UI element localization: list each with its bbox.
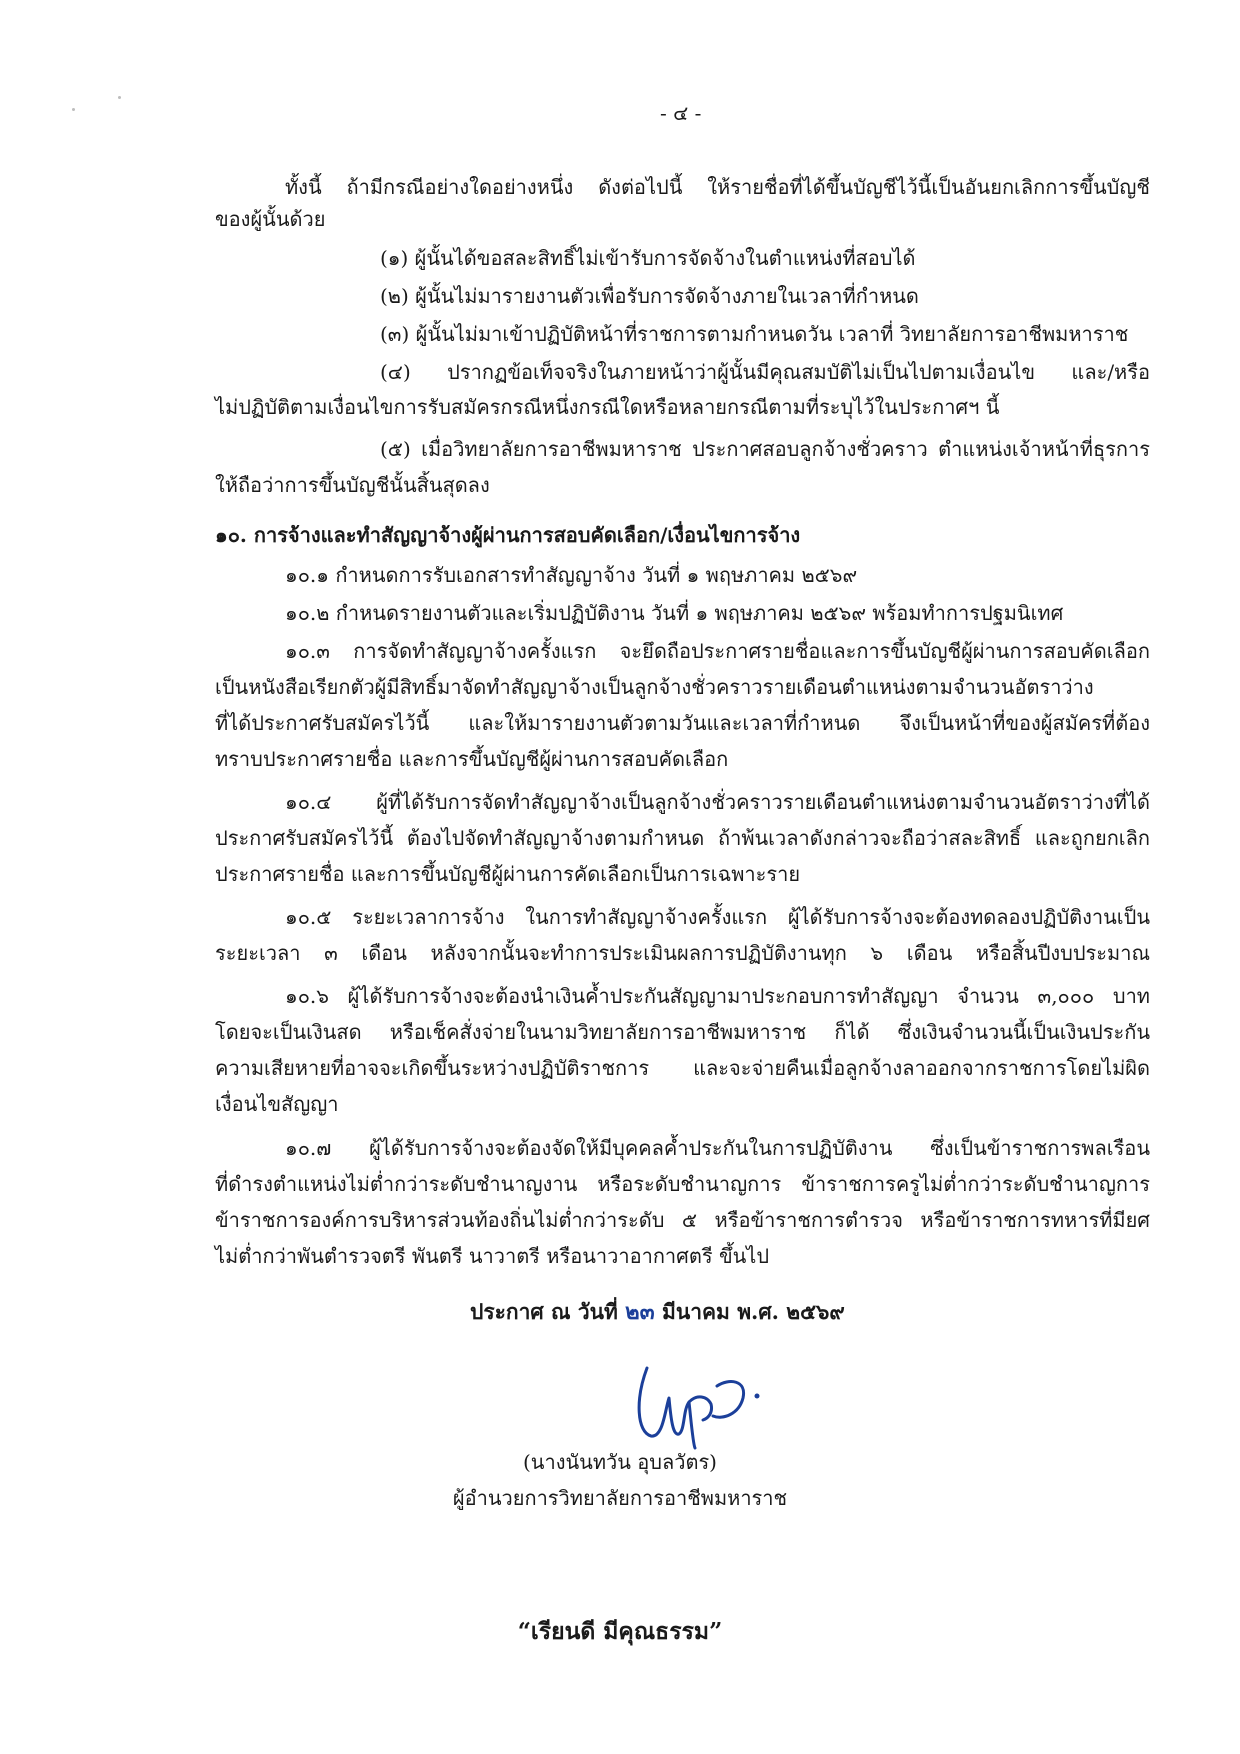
- condition-item-continued: ให้ถือว่าการขึ้นบัญชีนั้นสิ้นสุดลง: [215, 473, 490, 497]
- scan-speck: [118, 96, 121, 99]
- subsection-line: ระยะเวลา ๓ เดือน หลังจากนั้นจะทำการประเมินผลการปฏิบัติงานทุก ๖ เดือน หรือสิ้นปีงบประมาณ: [215, 941, 1150, 965]
- subsection-item: ๑๐.๓ การจัดทำสัญญาจ้างครั้งแรก จะยึดถือประกาศรายชื่อและการขึ้นบัญชีผู้ผ่านการสอบคัดเลือก: [285, 639, 1150, 663]
- subsection-line: ไม่ต่ำกว่าพันตำรวจตรี พันตรี นาวาตรี หรือนาวาอากาศตรี ขึ้นไป: [215, 1244, 770, 1268]
- subsection-item: ๑๐.๑ กำหนดการรับเอกสารทำสัญญาจ้าง วันที่ ๑ พฤษภาคม ๒๕๖๙: [285, 563, 858, 587]
- intro-line: ทั้งนี้ ถ้ามีกรณีอย่างใดอย่างหนึ่ง ดังต่อไปนี้ ให้รายชื่อที่ได้ขึ้นบัญชีไว้นี้เป็นอันยกเลิกการขึ้นบัญชี: [285, 175, 1150, 199]
- subsection-line: ข้าราชการองค์การบริหารส่วนท้องถิ่นไม่ต่ำกว่าระดับ ๕ หรือข้าราชการตำรวจ หรือข้าราชการทหารที่มียศ: [215, 1208, 1150, 1232]
- subsection-item: ๑๐.๔ ผู้ที่ได้รับการจัดทำสัญญาจ้างเป็นลูกจ้างชั่วคราวรายเดือนตำแหน่งตามจำนวนอัตราว่างที่ได้: [285, 790, 1150, 814]
- condition-item: (๓) ผู้นั้นไม่มาเข้าปฏิบัติหน้าที่ราชการตามกำหนดวัน เวลาที่ วิทยาลัยการอาชีพมหาราช: [380, 322, 1129, 346]
- page-number: - ๔ -: [660, 101, 702, 125]
- subsection-line: ความเสียหายที่อาจจะเกิดขึ้นระหว่างปฏิบัติราชการ และจะจ่ายคืนเมื่อลูกจ้างลาออกจากราชการโดยไม่ผิด: [215, 1056, 1150, 1080]
- subsection-line: ทราบประกาศรายชื่อ และการขึ้นบัญชีผู้ผ่านการสอบคัดเลือก: [215, 747, 729, 771]
- subsection-item: ๑๐.๗ ผู้ได้รับการจ้างจะต้องจัดให้มีบุคคลค้ำประกันในการปฏิบัติงาน ซึ่งเป็นข้าราชการพลเรือน: [285, 1136, 1150, 1160]
- condition-item: (๑) ผู้นั้นได้ขอสละสิทธิ์ไม่เข้ารับการจัดจ้างในตำแหน่งที่สอบได้: [380, 246, 916, 270]
- signer-name: (นางนันทวัน อุบลวัตร): [523, 1450, 717, 1474]
- announcement-month-year: มีนาคม พ.ศ. ๒๕๖๙: [662, 1299, 845, 1324]
- subsection-line: ประกาศรายชื่อ และการขึ้นบัญชีผู้ผ่านการคัดเลือกเป็นการเฉพาะราย: [215, 862, 801, 886]
- footer-motto: “เรียนดี มีคุณธรรม”: [517, 1618, 723, 1645]
- subsection-line: เงื่อนไขสัญญา: [215, 1092, 339, 1116]
- subsection-item: ๑๐.๕ ระยะเวลาการจ้าง ในการทำสัญญาจ้างครั้งแรก ผู้ได้รับการจ้างจะต้องทดลองปฏิบัติงานเป็น: [285, 905, 1150, 929]
- subsection-line: ที่ได้ประกาศรับสมัครไว้นี้ และให้มารายงานตัวตามวันและเวลาที่กำหนด จึงเป็นหน้าที่ของผู้สมัครที่ต้อง: [215, 711, 1150, 735]
- subsection-line: โดยจะเป็นเงินสด หรือเช็คสั่งจ่ายในนามวิทยาลัยการอาชีพมหาราช ก็ได้ ซึ่งเงินจำนวนนี้เป็นเงินประกัน: [215, 1020, 1150, 1044]
- condition-item: (๕) เมื่อวิทยาลัยการอาชีพมหาราช ประกาศสอบลูกจ้างชั่วคราว ตำแหน่งเจ้าหน้าที่ธุรการ: [380, 437, 1150, 461]
- intro-line: ของผู้นั้นด้วย: [215, 207, 326, 231]
- subsection-item: ๑๐.๖ ผู้ได้รับการจ้างจะต้องนำเงินค้ำประกันสัญญามาประกอบการทำสัญญา จำนวน ๓,๐๐๐ บาท: [285, 984, 1150, 1008]
- announcement-date: [470, 1297, 845, 1328]
- signature-mark: [625, 1340, 765, 1450]
- condition-item: (๔) ปรากฏข้อเท็จจริงในภายหน้าว่าผู้นั้นมีคุณสมบัติไม่เป็นไปตามเงื่อนไข และ/หรือ: [380, 360, 1150, 384]
- condition-item-continued: ไม่ปฏิบัติตามเงื่อนไขการรับสมัครกรณีหนึ่งกรณีใดหรือหลายกรณีตามที่ระบุไว้ในประกาศฯ นี้: [215, 395, 1000, 419]
- subsection-line: เป็นหนังสือเรียกตัวผู้มีสิทธิ์มาจัดทำสัญญาจ้างเป็นลูกจ้างชั่วคราวรายเดือนตำแหน่งตามจำนวนอัตราว่าง: [215, 675, 1094, 699]
- subsection-item: ๑๐.๒ กำหนดรายงานตัวและเริ่มปฏิบัติงาน วันที่ ๑ พฤษภาคม ๒๕๖๙ พร้อมทำการปฐมนิเทศ: [285, 601, 1064, 625]
- handwritten-day: ๒๓: [625, 1300, 655, 1325]
- announcement-prefix: ประกาศ ณ วันที่: [470, 1299, 618, 1324]
- signer-title: ผู้อำนวยการวิทยาลัยการอาชีพมหาราช: [452, 1486, 788, 1510]
- condition-item: (๒) ผู้นั้นไม่มารายงานตัวเพื่อรับการจัดจ้างภายในเวลาที่กำหนด: [380, 284, 919, 308]
- subsection-line: ประกาศรับสมัครไว้นี้ ต้องไปจัดทำสัญญาจ้างตามกำหนด ถ้าพ้นเวลาดังกล่าวจะถือว่าสละสิทธิ์ และถูกยกเลิก: [215, 826, 1150, 850]
- subsection-line: ที่ดำรงตำแหน่งไม่ต่ำกว่าระดับชำนาญงาน หรือระดับชำนาญการ ข้าราชการครูไม่ต่ำกว่าระดับชำนาญการ: [215, 1172, 1150, 1196]
- scan-speck: [72, 108, 75, 111]
- section-heading: ๑๐. การจ้างและทำสัญญาจ้างผู้ผ่านการสอบคัดเลือก/เงื่อนไขการจ้าง: [215, 523, 801, 547]
